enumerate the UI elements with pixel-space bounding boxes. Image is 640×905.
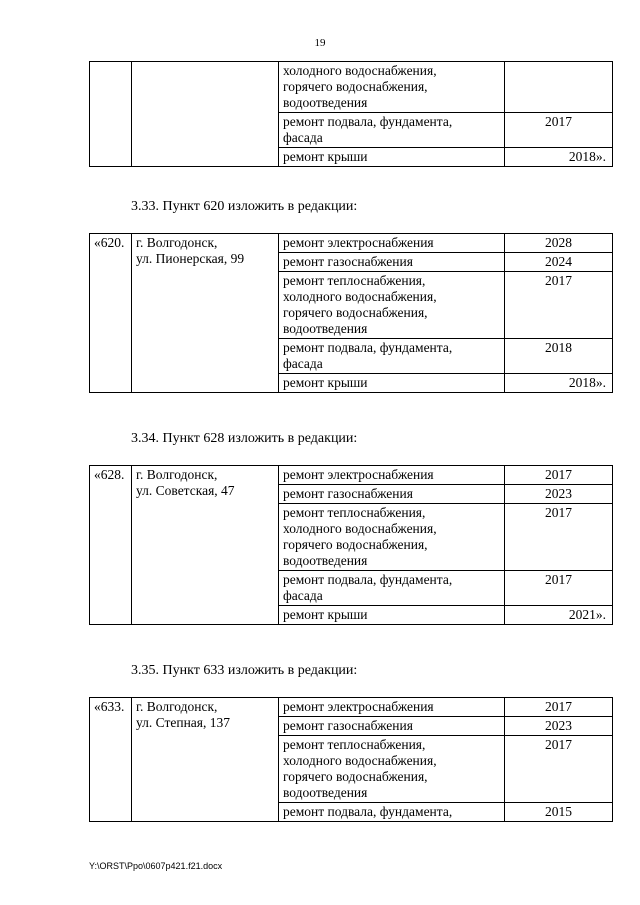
work-cell: ремонт подвала, фундамента, фасада [279,113,505,148]
work-cell: ремонт теплоснабжения, холодного водоснабжения, горячего водоснабжения, водоотведения [279,272,505,339]
address-cell [132,62,279,167]
num-cell: «620. [90,234,132,393]
year-cell: 2017 [505,571,613,606]
work-cell: ремонт электроснабжения [279,234,505,253]
year-cell: 2023 [505,717,613,736]
table-section-633 [89,697,613,822]
year-cell: 2017 [505,698,613,717]
num-cell: «633. [90,698,132,822]
year-cell: 2017 [505,504,613,571]
work-cell: ремонт крыши [279,606,505,625]
year-cell: 2018 [505,339,613,374]
work-cell: холодного водоснабжения, горячего водоснабжения, водоотведения [279,62,505,113]
table-section-620 [89,233,613,393]
year-cell: 2023 [505,485,613,504]
year-cell: 2017 [505,272,613,339]
work-cell: ремонт газоснабжения [279,253,505,272]
section-heading: 3.35. Пункт 633 изложить в редакции: [131,663,358,678]
work-cell: ремонт подвала, фундамента, фасада [279,571,505,606]
year-cell: 2017 [505,736,613,803]
work-cell: ремонт подвала, фундамента, фасада [279,339,505,374]
table-row [90,698,613,717]
address-cell: г. Волгодонск, ул. Советская, 47 [132,466,279,625]
page-number: 19 [314,37,326,49]
table-continuation [89,61,613,167]
year-cell: 2018». [505,148,613,167]
year-cell: 2028 [505,234,613,253]
table-row [90,234,613,253]
num-cell [90,62,132,167]
work-cell: ремонт электроснабжения [279,466,505,485]
address-cell: г. Волгодонск, ул. Пионерская, 99 [132,234,279,393]
work-cell: ремонт крыши [279,148,505,167]
work-cell: ремонт теплоснабжения, холодного водоснабжения, горячего водоснабжения, водоотведения [279,736,505,803]
address-cell: г. Волгодонск, ул. Степная, 137 [132,698,279,822]
work-cell: ремонт подвала, фундамента, [279,803,505,822]
work-cell: ремонт электроснабжения [279,698,505,717]
footer-file-path: Y:\ORST\Ppo\0607p421.f21.docx [89,861,223,871]
year-cell: 2018». [505,374,613,393]
table-section-628 [89,465,613,625]
work-cell: ремонт газоснабжения [279,485,505,504]
work-cell: ремонт крыши [279,374,505,393]
section-heading: 3.34. Пункт 628 изложить в редакции: [131,431,358,446]
section-heading: 3.33. Пункт 620 изложить в редакции: [131,199,358,214]
table-row [90,62,613,113]
year-cell [505,62,613,113]
table-row [90,466,613,485]
work-cell: ремонт газоснабжения [279,717,505,736]
year-cell: 2024 [505,253,613,272]
year-cell: 2017 [505,113,613,148]
work-cell: ремонт теплоснабжения, холодного водоснабжения, горячего водоснабжения, водоотведения [279,504,505,571]
year-cell: 2017 [505,466,613,485]
year-cell: 2015 [505,803,613,822]
num-cell: «628. [90,466,132,625]
year-cell: 2021». [505,606,613,625]
